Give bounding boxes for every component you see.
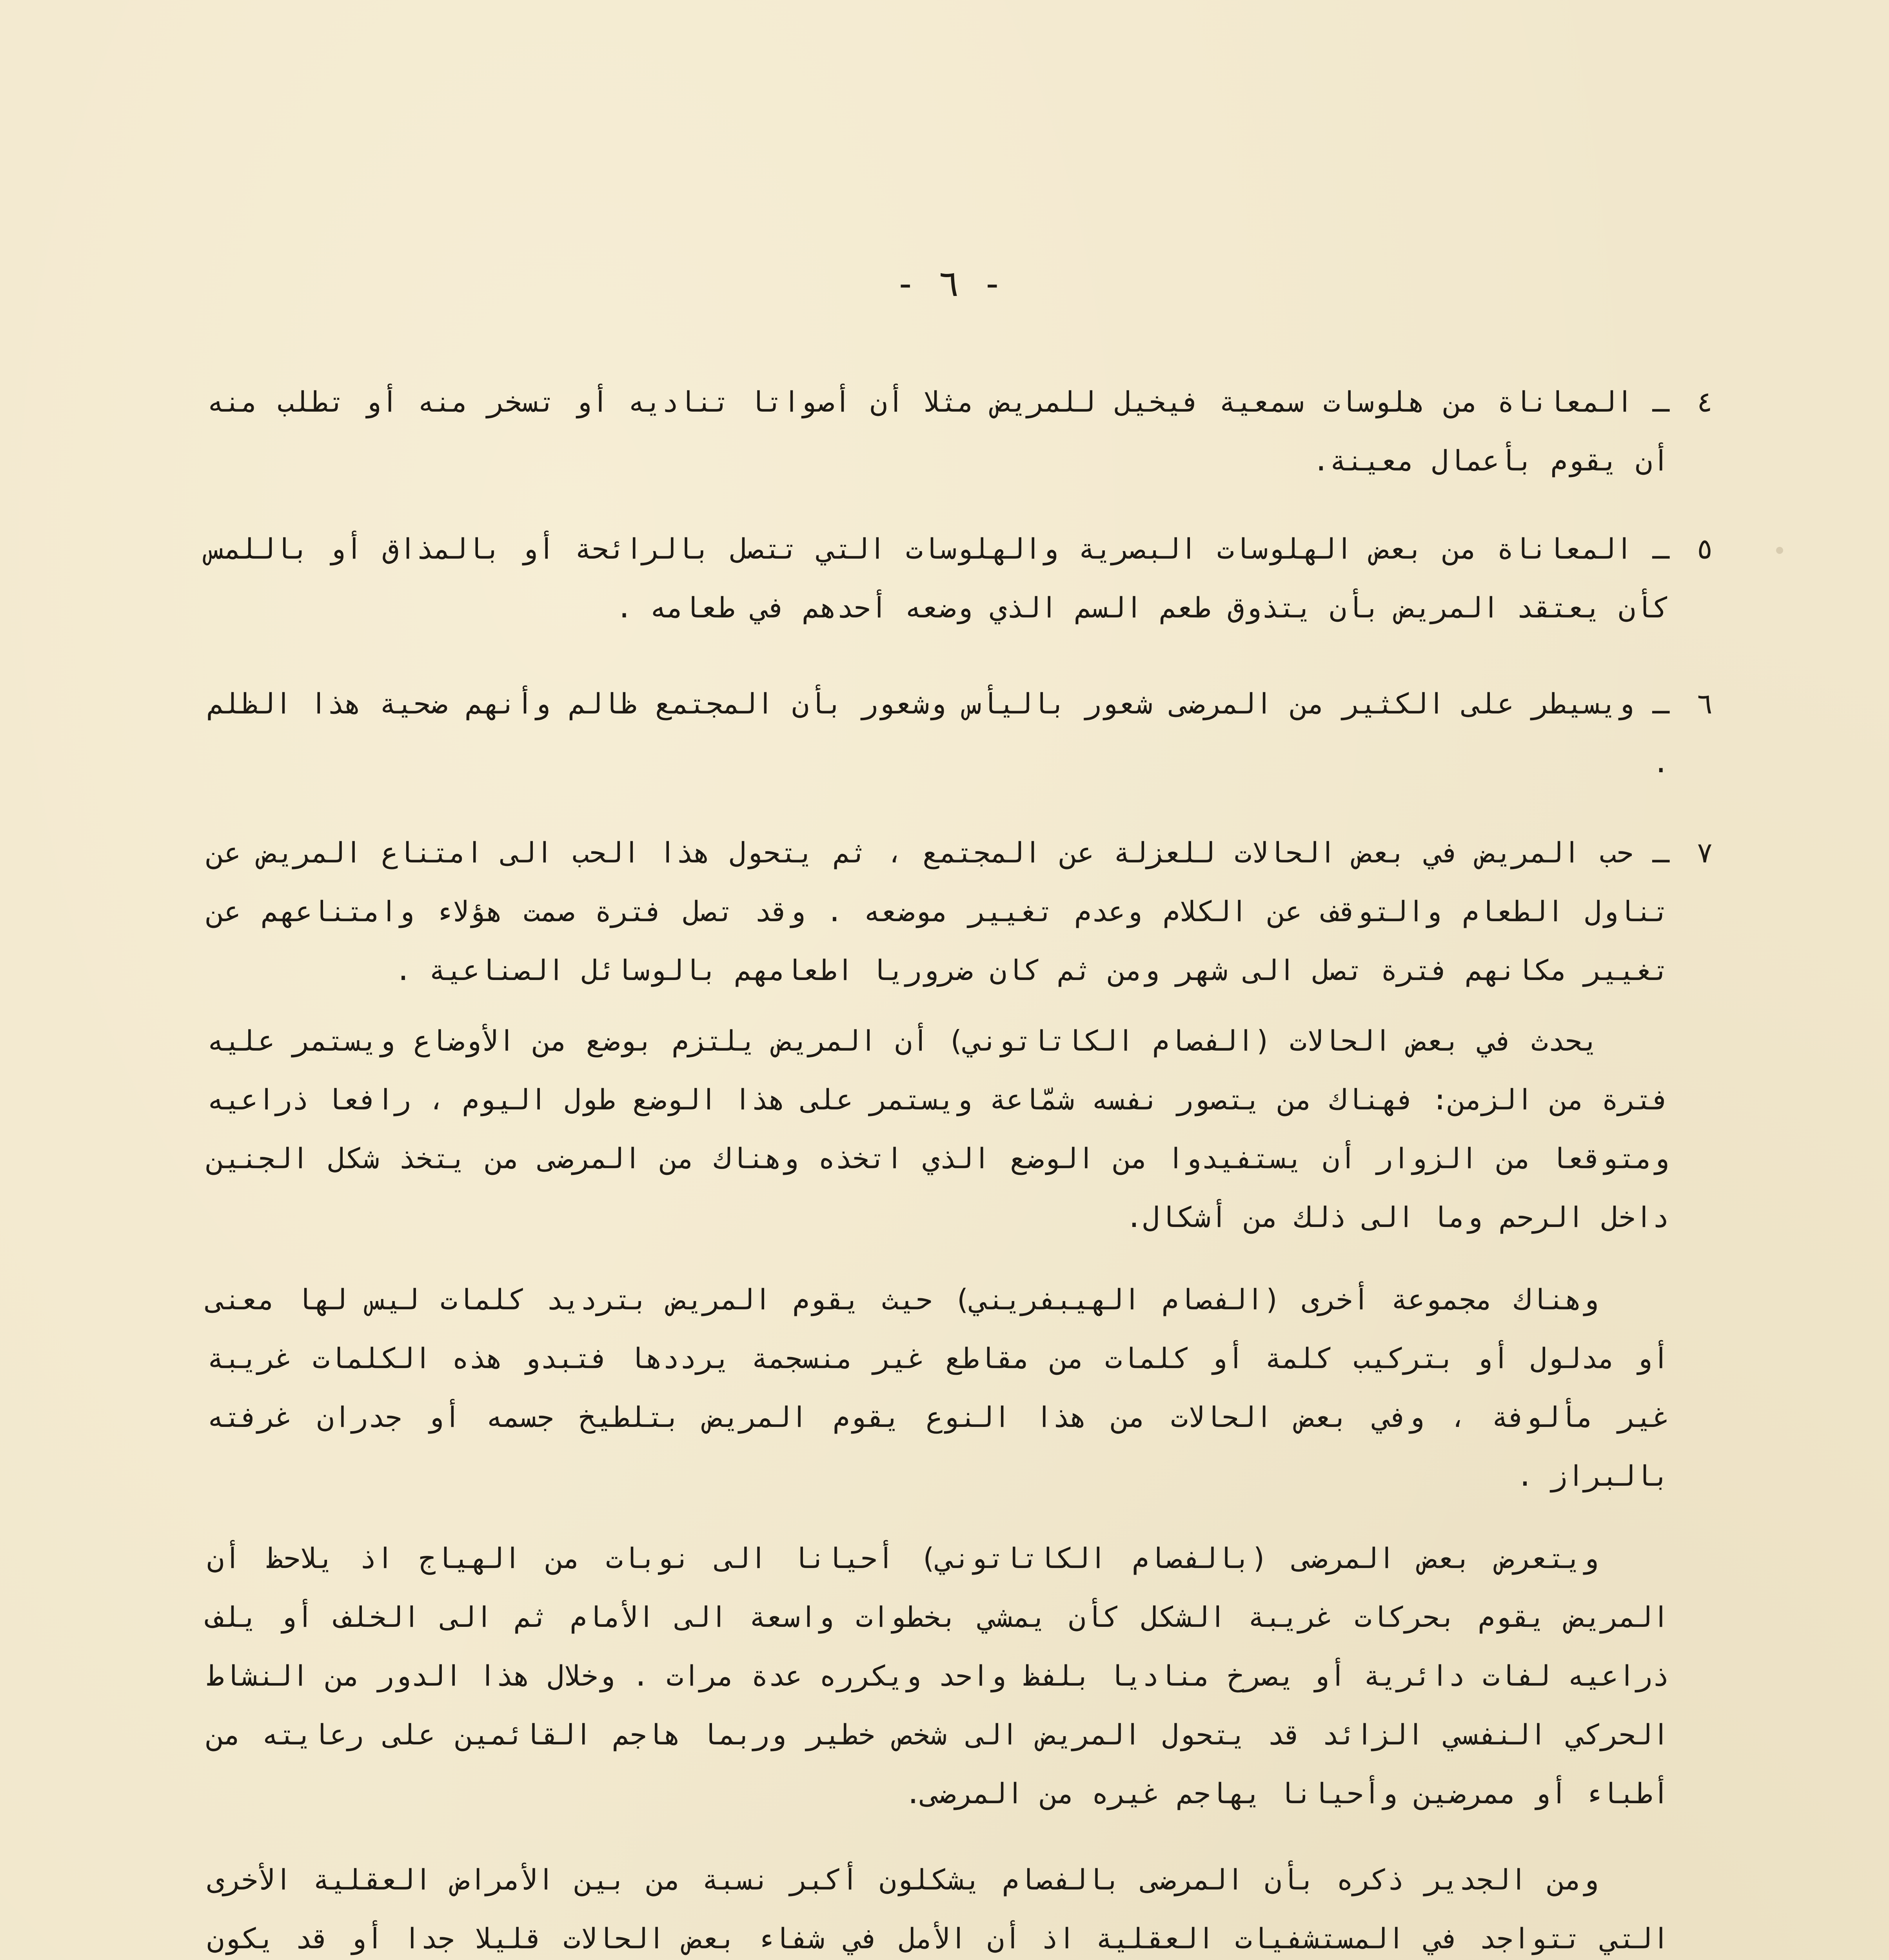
paragraph-catatonic: يحدث في بعض الحالات (الفصام الكاتاتوني) أن المريض يلتزم بوضع من الأوضاع ويستمر عليه فترة من الزمن: فهناك من يتصور نفسه شمّاعة ويستمر على هذا الوضع طول اليوم ، رافعا ذراعيه ومتوقعا من الزوار أن يستفيدوا من الوضع الذي اتخذه وهناك من المرضى من يتخذ شكل الجنين داخل الرحم وما الى ذلك من أشكال. bbox=[207, 1024, 1669, 1234]
list-item-text: ـ المعاناة من هلوسات سمعية فيخيل للمريض مثلا أن أصواتا تناديه أو تسخر منه أو تطلب منه أن يقوم بأعمال معينة. bbox=[207, 385, 1669, 477]
list-item-number: ٧ bbox=[1696, 836, 1713, 869]
list-item-text: ـ ويسيطر على الكثير من المرضى شعور باليأس وشعور بأن المجتمع ظالم وأنهم ضحية هذا الظلم . bbox=[207, 687, 1669, 779]
list-item-number: ٥ bbox=[1696, 532, 1713, 565]
list-item-6 bbox=[207, 674, 1713, 792]
paper-speck bbox=[1776, 547, 1783, 554]
list-item-text: ـ المعاناة من بعض الهلوسات البصرية والهلوسات التي تتصل بالرائحة أو بالمذاق أو باللمس كأن يعتقد المريض بأن يتذوق طعم السم الذي وضعه أحدهم في طعامه . bbox=[207, 532, 1669, 624]
list-item-number: ٦ bbox=[1696, 687, 1713, 720]
list-item-7 bbox=[207, 823, 1713, 1000]
list-item-5 bbox=[207, 519, 1713, 637]
list-item-4 bbox=[207, 372, 1713, 490]
page-number: - ٦ - bbox=[894, 263, 1003, 305]
paragraph-conclusion: ومن الجدير ذكره بأن المرضى بالفصام يشكلون أكبر نسبة من بين الأمراض العقلية الأخرى التي تتواجد في المستشفيات العقلية اذ أن الأمل في شفاء بعض الحالات قليلا جدا أو قد يكون bbox=[207, 1863, 1669, 1955]
list-item-number: ٤ bbox=[1696, 385, 1713, 418]
paragraph-hebephrenic: وهناك مجموعة أخرى (الفصام الهيبفريني) حيث يقوم المريض بترديد كلمات ليس لها معنى أو مدلول أو بتركيب كلمة أو كلمات من مقاطع غير منسجمة يرددها فتبدو هذه الكلمات غريبة غير مألوفة ، وفي بعض الحالات من هذا النوع يقوم المريض بتلطيخ جسمه أو جدران غرفته بالبراز . bbox=[207, 1283, 1669, 1492]
paragraph-excitement: ويتعرض بعض المرضى (بالفصام الكاتاتوني) أحيانا الى نوبات من الهياج اذ يلاحظ أن المريض يقوم بحركات غريبة الشكل كأن يمشي بخطوات واسعة الى الأمام ثم الى الخلف أو يلف ذراعيه لفات دائرية أو يصرخ مناديا بلفظ واحد ويكرره عدة مرات . وخلال هذا الدور من النشاط الحركي النفسي الزائد قد يتحول المريض الى شخص خطير وربما هاجم القائمين على رعايته من أطباء أو ممرضين وأحيانا يهاجم غيره من المرضى. bbox=[207, 1542, 1669, 1810]
list-item-text: ـ حب المريض في بعض الحالات للعزلة عن المجتمع ، ثم يتحول هذا الحب الى امتناع المريض عن تناول الطعام والتوقف عن الكلام وعدم تغيير موضعه . وقد تصل فترة صمت هؤلاء وامتناعهم عن تغيير مكانهم فترة تصل الى شهر ومن ثم كان ضروريا اطعامهم بالوسائل الصناعية . bbox=[207, 836, 1669, 987]
